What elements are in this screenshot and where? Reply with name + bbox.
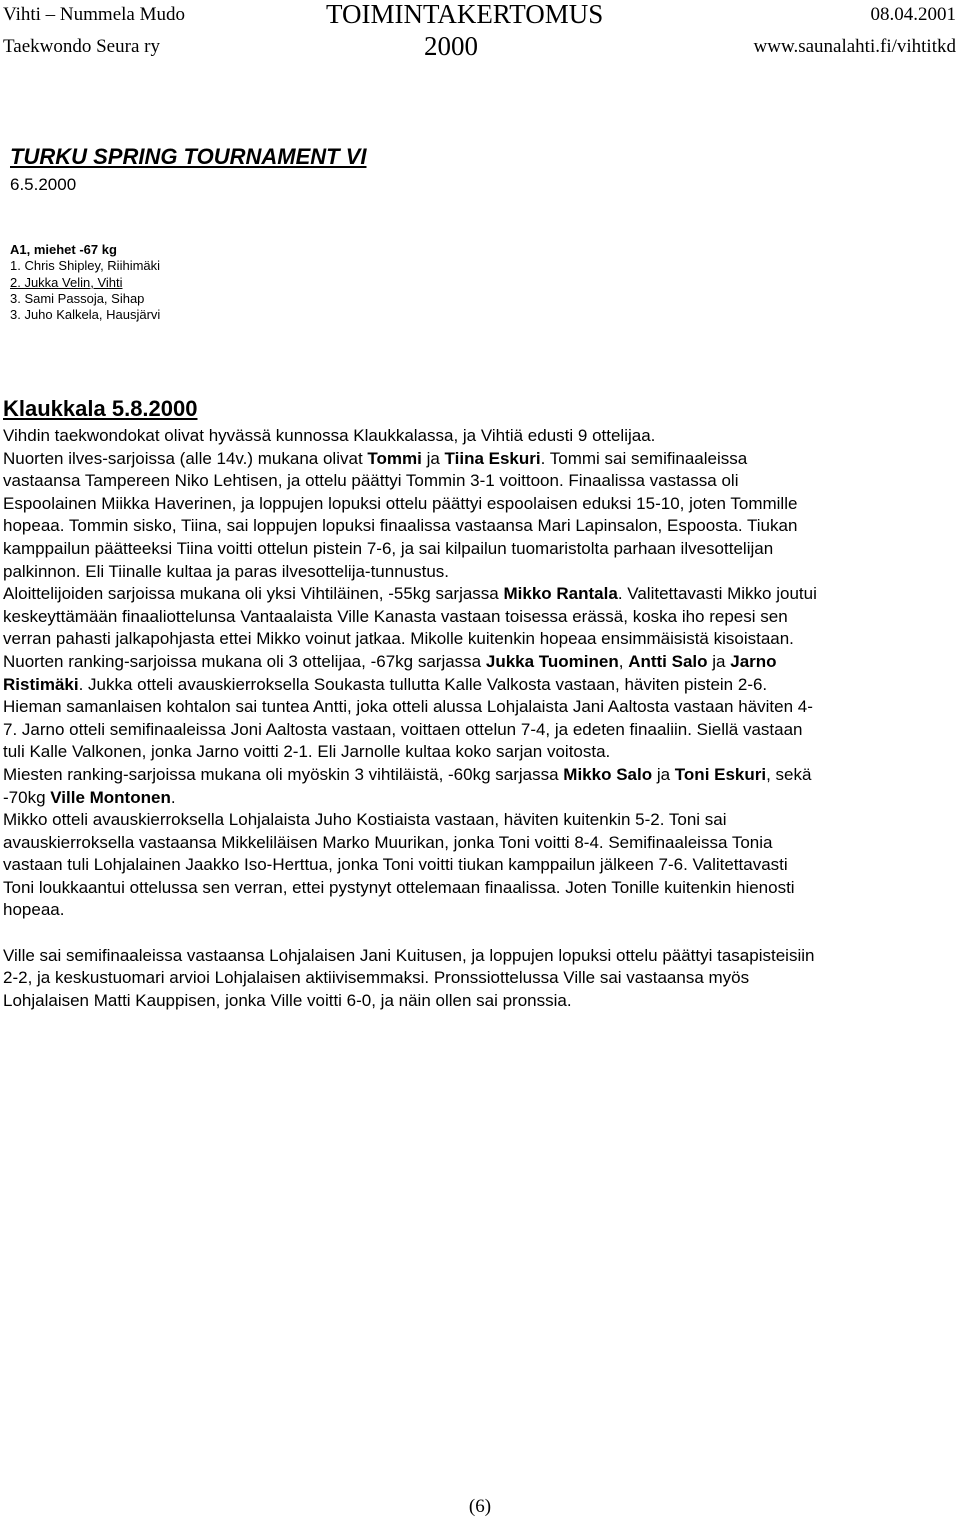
text-line: hopeaa. Tommin sisko, Tiina, sai loppujen lopuksi finaalissa vastaansa Mari Lapinsalon, Espoosta. Tiukan [3, 516, 798, 536]
header-row-2 [0, 32, 960, 66]
text-line: Hieman samanlaisen kohtalon sai tuntea Antti, joka otteli alussa Lohjalaista Jani Aaltosta vastaan häviten 4- [3, 697, 813, 717]
text-line: tuli Kalle Valkonen, jonka Jarno voitti 2-1. Eli Jarnolle kultaa koko sarjan voitosta. [3, 742, 611, 762]
text-line: avauskierroksella vastaansa Mikkeliläisen Marko Muurikan, jonka Toni voitti 8-4. Semifinaaleissa Tonia [3, 832, 773, 852]
page-number: (6) [468, 1496, 492, 1517]
text-line: hopeaa. [3, 900, 65, 920]
text-line: Ville sai semifinaaleissa vastaansa Lohjalaisen Jani Kuitusen, ja loppujen lopuksi ottelu päättyi tasapisteisiin [3, 945, 815, 965]
text-line: Espoolainen Miikka Haverinen, ja loppujen lopuksi ottelu päättyi espoolaisen eduksi 15-10, joten Tommille [3, 493, 798, 513]
club-name: Vihti – Nummela Mudo [3, 4, 185, 25]
text-line: 2-2, ja keskustuomari arvioi Lohjalaisen aktiivisemmaksi. Pronssiottelussa Ville sai vastaansa myös [3, 968, 750, 988]
result-item: 1. Chris Shipley, Riihimäki [10, 258, 161, 274]
text-line: vastaansa Tampereen Niko Lehtisen, ja ottelu päättyi Tommin 3-1 voittoon. Finaalissa vastassa oli [3, 471, 739, 491]
text-line: Aloittelijoiden sarjoissa mukana oli yksi Vihtiläinen, -55kg sarjassa Mikko Rantala. Valitettavasti Mikko joutui [3, 584, 817, 604]
text-line: keskeyttämään finaaliottelunsa Vantaalaista Ville Kanasta vastaan toisessa erässä, koska iho repesi sen [3, 606, 788, 626]
text-line: Nuorten ilves-sarjoissa (alle 14v.) mukana olivat Tommi ja Tiina Eskuri. Tommi sai semifinaaleissa [3, 448, 748, 468]
text-line: -70kg Ville Montonen. [3, 787, 176, 807]
document-title: TOIMINTAKERTOMUS [326, 0, 604, 29]
header-row-1 [0, 0, 960, 34]
text-line: Lohjalaisen Matti Kauppisen, jonka Ville voitti 6-0, ja näin ollen sai pronssia. [3, 990, 572, 1010]
report-paragraph-1 [3, 425, 948, 922]
text-line: verran pahasti jalkapohjasta ettei Mikko voinut jatkaa. Mikolle kuitenkin hopeaa ensimmäisistä kisoistaan. [3, 629, 794, 649]
turku-heading: TURKU SPRING TOURNAMENT VI [10, 144, 367, 169]
text-line: vastaan tuli Lohjalainen Jaakko Iso-Herttua, jonka Toni voitti tiukan kamppailun jälkeen 7-6. Valitettavasti [3, 855, 788, 875]
document-date: 08.04.2001 [870, 4, 956, 25]
result-item: 3. Sami Passoja, Sihap [10, 290, 145, 306]
text-line: Mikko otteli avauskierroksella Lohjalaista Juho Kostiaista vastaan, häviten kuitenkin 5-2. Toni sai [3, 810, 727, 830]
turku-date: 6.5.2000 [10, 175, 77, 194]
text-line: Nuorten ranking-sarjoissa mukana oli 3 ottelijaa, -67kg sarjassa Jukka Tuominen, Antti Salo ja Jarno [3, 651, 777, 671]
text-line: Ristimäki. Jukka otteli avauskierroksella Soukasta tullutta Kalle Valkosta vastaan, häviten pistein 2-6. [3, 674, 768, 694]
text-line: palkinnon. Eli Tiinalle kultaa ja paras ilvesottelija-tunnustus. [3, 561, 450, 581]
text-line: Vihdin taekwondokat olivat hyvässä kunnossa Klaukkalassa, ja Vihtiä edusti 9 ottelijaa. [3, 426, 656, 445]
klaukkala-heading: Klaukkala 5.8.2000 [3, 396, 198, 421]
document-year: 2000 [424, 31, 478, 61]
category-label: A1, miehet -67 kg [10, 242, 117, 257]
text-line: kamppailun päätteeksi Tiina voitti ottelun pistein 7-6, ja sai kilpailun tuomaristolta parhaan ilvesottelijan [3, 538, 774, 558]
text-line: Miesten ranking-sarjoissa mukana oli myöskin 3 vihtiläistä, -60kg sarjassa Mikko Salo ja Toni Eskuri, sekä [3, 764, 812, 784]
result-item: 2. Jukka Velin, Vihti [10, 274, 123, 290]
club-subtitle: Taekwondo Seura ry [3, 36, 160, 57]
report-paragraph-2 [3, 945, 948, 1013]
result-item: 3. Juho Kalkela, Hausjärvi [10, 307, 161, 323]
klaukkala-report [3, 425, 948, 1012]
text-line: 7. Jarno otteli semifinaaleissa Joni Aaltosta vastaan, voittaen ottelun 7-4, ja edeten finaaliin. Siellä vastaan [3, 719, 803, 739]
website-url: www.saunalahti.fi/vihtitkd [753, 36, 956, 57]
text-line: Toni loukkaantui ottelussa sen verran, ettei pystynyt ottelemaan finaalissa. Joten Tonille kuitenkin hienosti [3, 877, 795, 897]
turku-results [10, 242, 160, 323]
